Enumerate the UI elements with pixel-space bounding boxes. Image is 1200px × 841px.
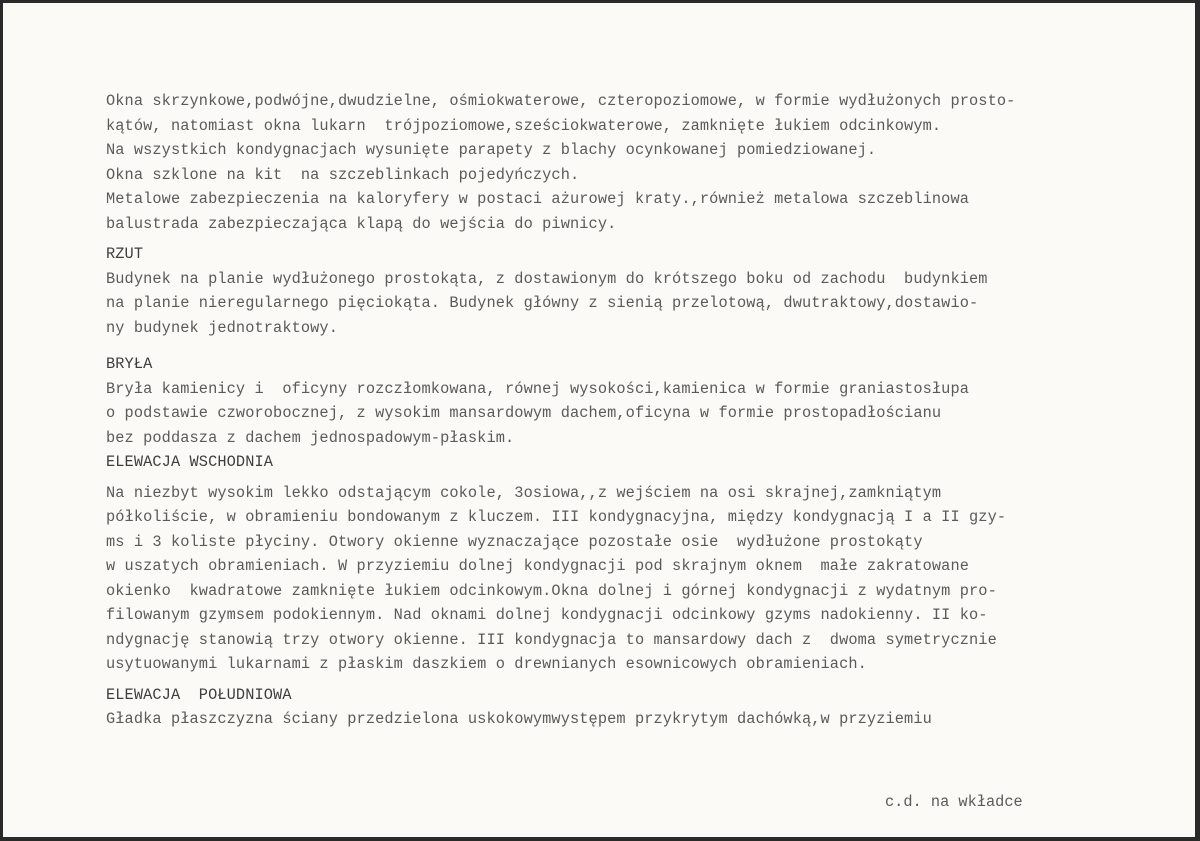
- section-rzut: [106, 242, 1106, 340]
- section-heading: ELEWACJA POŁUDNIOWA: [106, 685, 292, 704]
- section-bryla: [106, 352, 1106, 450]
- text-line: Na niezbyt wysokim lekko odstającym cokole, 3osiowa,,z wejściem na osi skrajnej,zamkniątym: [106, 483, 942, 502]
- text-line: Okna szklone na kit na szczeblinkach pojedyńczych.: [106, 165, 580, 184]
- text-line: filowanym gzymsem podokiennym. Nad oknami dolnej kondygnacji odcinkowy gzyms nadokienny. II ko-: [106, 606, 988, 624]
- document-card: [3, 3, 1195, 837]
- text-line: półkoliście, w obramieniu bondowanym z kluczem. III kondygnacyjna, między kondygnacją I a II gzy-: [106, 508, 1007, 526]
- section-heading: ELEWACJA WSCHODNIA: [106, 453, 274, 471]
- text-line: ny budynek jednotraktowy.: [106, 318, 338, 337]
- text-line: usytuowanymi lukarnami z płaskim daszkiem o drewnianych esownicowych obramieniach.: [106, 655, 867, 673]
- text-line: ms i 3 koliste płyciny. Otwory okienne wyznaczające pozostałe osie wydłużone prostokąty: [106, 532, 923, 551]
- text-line: okienko kwadratowe zamknięte łukiem odcinkowym.Okna dolnej i górnej kondygnacji z wydatnym pro-: [106, 581, 997, 600]
- text-line: Na wszystkich kondygnacjach wysunięte parapety z blachy ocynkowanej pomiedziowanej.: [106, 141, 877, 159]
- document-body: [106, 89, 1106, 732]
- text-line: ndygnację stanowią trzy otwory okienne. III kondygnacja to mansardowy dach z dwoma symetrycznie: [106, 630, 997, 649]
- section-heading: BRYŁA: [106, 355, 153, 373]
- text-line: Budynek na planie wydłużonego prostokąta, z dostawionym do krótszego boku od zachodu budynkiem: [106, 269, 988, 288]
- text-line: Gładka płaszczyzna ściany przedzielona uskokowymwystępem przykrytym dachówką,w przyziemiu: [106, 710, 932, 728]
- text-line: na planie nieregularnego pięciokąta. Budynek główny z sienią przelotową, dwutraktowy,dostawio-: [106, 294, 979, 312]
- continuation-note: c.d. na wkładce: [885, 793, 1023, 811]
- text-line: Metalowe zabezpieczenia na kaloryfery w postaci ażurowej kraty.,również metalowa szczeblinowa: [106, 190, 970, 208]
- section-heading: RZUT: [106, 245, 144, 263]
- intro-paragraph: [106, 89, 1106, 236]
- section-elewacja-wschodnia: [106, 450, 1106, 677]
- text-line: bez poddasza z dachem jednospadowym-płaskim.: [106, 428, 515, 447]
- section-elewacja-poludniowa: [106, 683, 1106, 732]
- text-line: Okna skrzynkowe,podwójne,dwudzielne, ośmiokwaterowe, czteropoziomowe, w formie wydłużonych prosto-: [106, 92, 1016, 110]
- text-line: o podstawie czworobocznej, z wysokim mansardowym dachem,oficyna w formie prostopadłościanu: [106, 404, 942, 422]
- text-line: balustrada zabezpieczająca klapą do wejścia do piwnicy.: [106, 214, 617, 233]
- text-line: kątów, natomiast okna lukarn trójpoziomowe,sześciokwaterowe, zamknięte łukiem odcinkowym.: [106, 116, 942, 135]
- text-line: w uszatych obramieniach. W przyziemiu dolnej kondygnacji pod skrajnym oknem małe zakratowane: [106, 557, 970, 575]
- text-line: Bryła kamienicy i oficyny rozczłomkowana, równej wysokości,kamienica w formie graniastosłupa: [106, 379, 970, 398]
